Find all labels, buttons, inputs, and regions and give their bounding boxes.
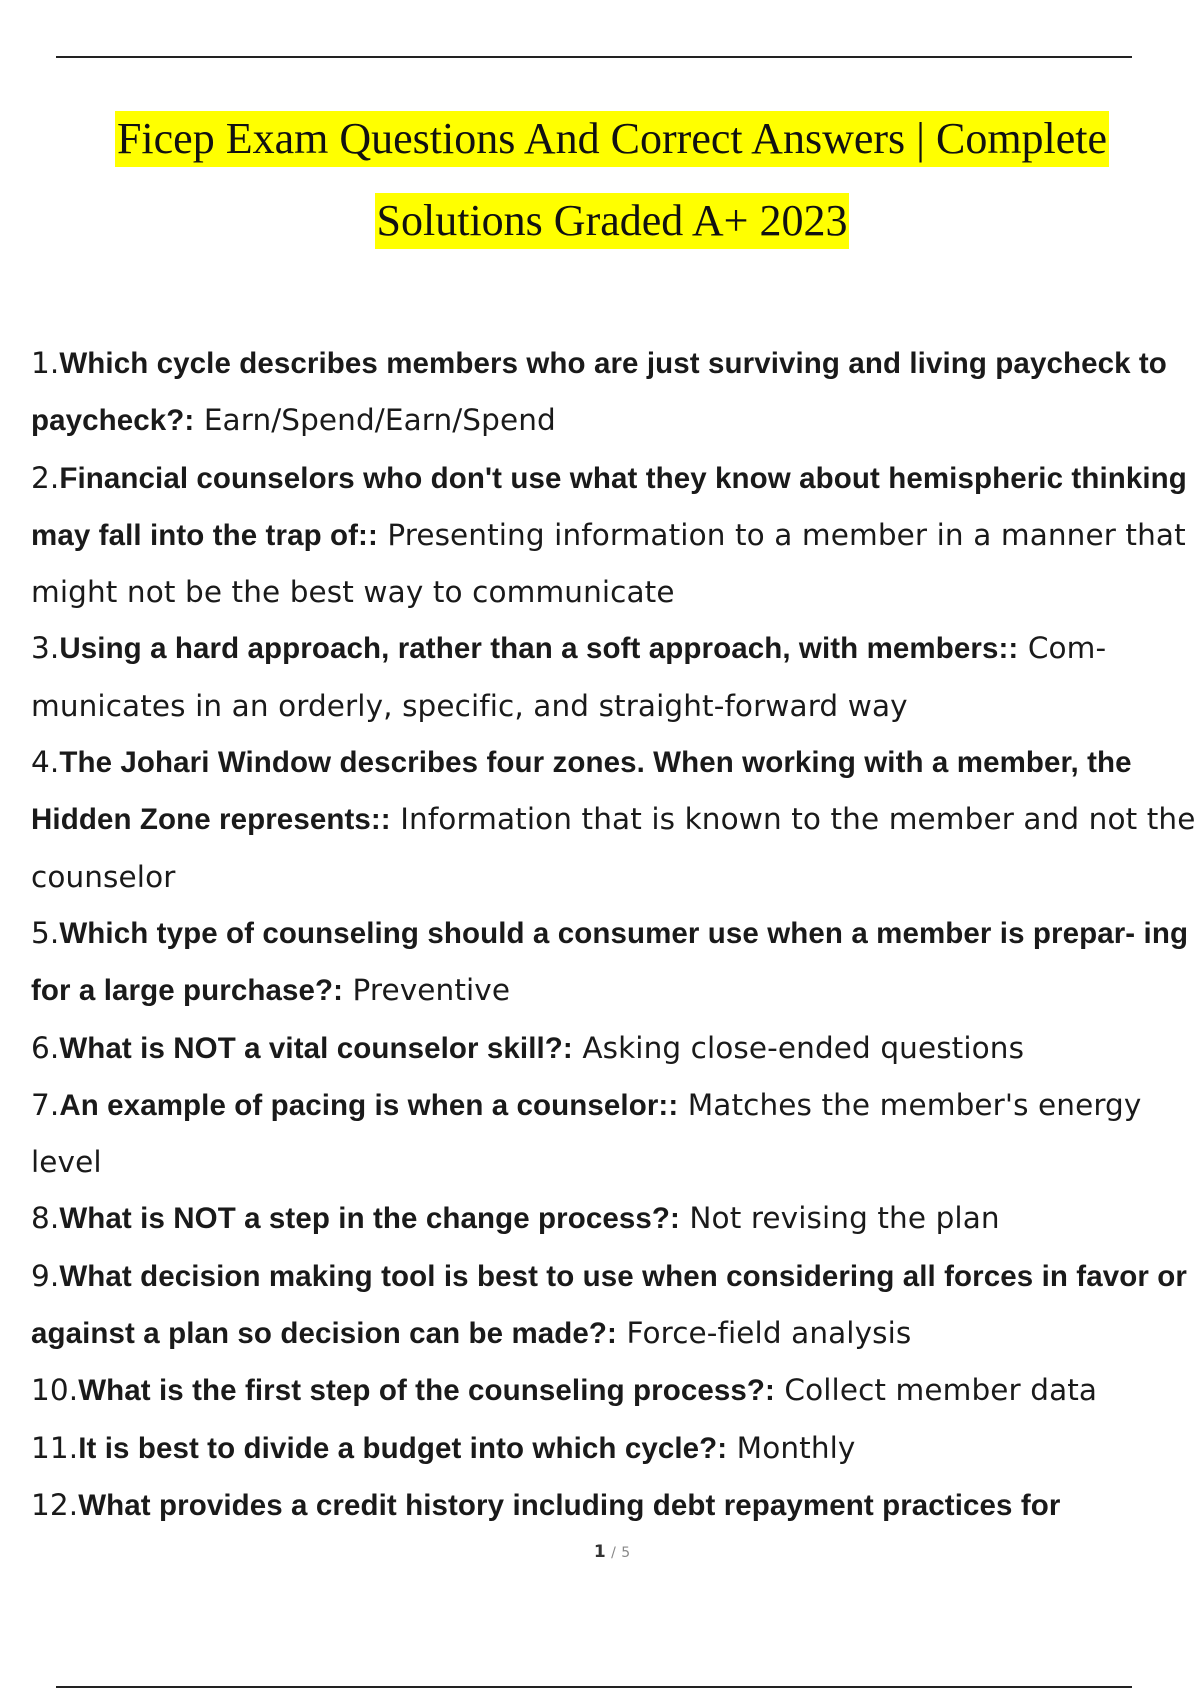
question-number: 9. <box>31 1258 60 1293</box>
qa-item-12 <box>31 1477 1196 1534</box>
question-number: 10. <box>31 1373 79 1408</box>
answer-text: Matches the member's energy level <box>31 1087 1142 1180</box>
question-text: The Johari Window describes four zones. When working with a member, the Hidden Zone represents:: <box>31 746 1132 837</box>
question-text: Financial counselors who don't use what they know about hemispheric thinking may fall into the trap of:: <box>31 461 1187 552</box>
question-text: What is NOT a step in the change process?: <box>59 1202 680 1236</box>
answer-text: Earn/Spend/Earn/Spend <box>203 403 556 438</box>
qa-item-3 <box>31 620 1196 734</box>
qa-item-9 <box>31 1248 1196 1363</box>
question-text: What is NOT a vital counselor skill?: <box>59 1031 573 1065</box>
answer-text: Monthly <box>736 1430 856 1465</box>
bottom-divider <box>56 1686 1132 1688</box>
answer-text: Com- municates in an orderly, specific, and straight-forward way <box>31 631 1107 723</box>
qa-item-11 <box>31 1420 1196 1477</box>
question-number: 4. <box>31 745 60 780</box>
answer-text: Asking close-ended questions <box>582 1030 1025 1065</box>
question-text: Which type of counseling should a consumer use when a member is prepar- ing for a large purchase?: <box>31 916 1189 1008</box>
question-number: 2. <box>31 460 60 495</box>
qa-item-7 <box>31 1077 1196 1191</box>
question-number: 7. <box>31 1087 60 1122</box>
qa-item-4 <box>31 734 1196 905</box>
title-line-2: Solutions Graded A+ 2023 <box>375 193 850 249</box>
qa-item-1 <box>31 335 1196 450</box>
qa-item-8 <box>31 1190 1196 1247</box>
total-pages: 5 <box>621 1545 631 1561</box>
question-number: 12. <box>31 1487 79 1522</box>
qa-item-2 <box>31 450 1196 621</box>
qa-item-10 <box>31 1362 1196 1419</box>
qa-item-5 <box>31 905 1196 1020</box>
question-text: An example of pacing is when a counselor:: <box>59 1088 679 1122</box>
question-text: What decision making tool is best to use when considering all forces in favor or against a plan so decision can be made?: <box>31 1259 1187 1351</box>
question-text: What provides a credit history including debt repayment practices for <box>78 1488 1061 1522</box>
title-line-1: Ficep Exam Questions And Correct Answers | Complete <box>115 111 1109 167</box>
question-text: Which cycle describes members who are just surviving and living paycheck to paycheck?: <box>31 347 1167 438</box>
qa-item-6 <box>31 1020 1196 1077</box>
top-divider <box>56 56 1132 58</box>
current-page: 1 <box>593 1542 606 1562</box>
question-number: 3. <box>31 631 60 666</box>
question-text: It is best to divide a budget into which cycle?: <box>78 1431 728 1465</box>
page-indicator <box>0 1542 1200 1562</box>
page-separator: / <box>611 1545 616 1561</box>
question-number: 5. <box>31 915 60 950</box>
question-text: What is the first step of the counseling process?: <box>78 1374 775 1408</box>
question-number: 8. <box>31 1201 60 1236</box>
answer-text: Presenting information to a member in a manner that might not be the best way to communicate <box>31 517 1186 610</box>
question-number: 6. <box>31 1030 60 1065</box>
question-list <box>31 335 1196 1534</box>
answer-text: Preventive <box>352 973 511 1008</box>
question-text: Using a hard approach, rather than a soft approach, with members:: <box>59 632 1019 666</box>
answer-text: Collect member data <box>784 1373 1098 1408</box>
answer-text: Information that is known to the member and not the counselor <box>31 802 1196 894</box>
question-number: 1. <box>31 346 60 380</box>
answer-text: Force-field analysis <box>626 1316 912 1351</box>
document-title <box>0 98 1200 262</box>
answer-text: Not revising the plan <box>689 1201 1000 1236</box>
question-number: 11. <box>31 1430 79 1465</box>
